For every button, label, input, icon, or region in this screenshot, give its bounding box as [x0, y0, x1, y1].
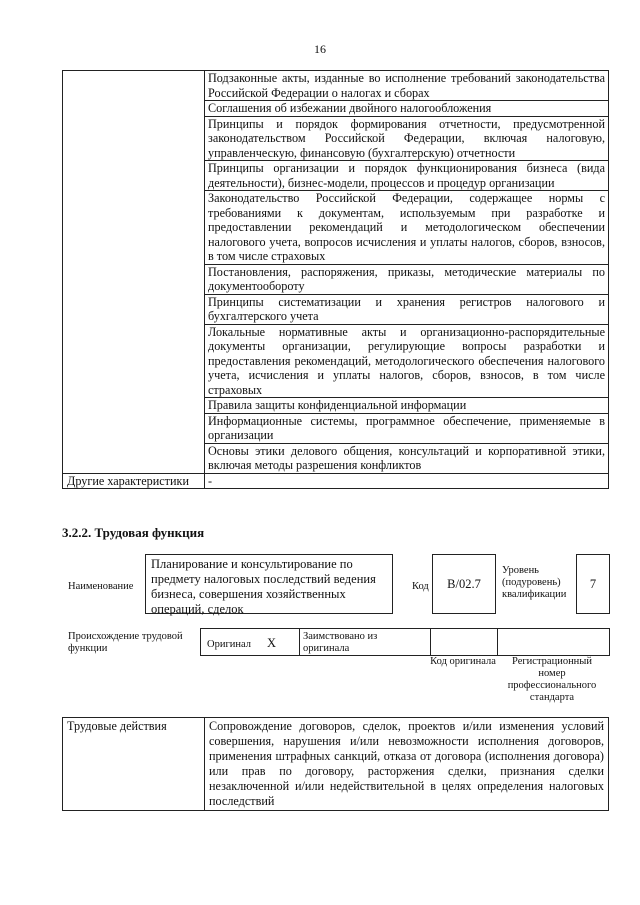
level-value-box — [576, 554, 610, 614]
knowledge-label-cell — [63, 71, 205, 474]
knowledge-item: Законодательство Российской Федерации, содержащее нормы с требованиями к документам, используемым при разработке и предоставлении рекомендаций и методологическом обеспечении налогового учета, вопросов исчисления и уплаты налогов, сборов, взносов, в том числе страховых — [205, 191, 609, 265]
origin-table — [200, 628, 610, 656]
level-value: 7 — [589, 577, 597, 591]
knowledge-item: Постановления, распоряжения, приказы, методические материалы по документообороту — [205, 264, 609, 294]
knowledge-item: Принципы систематизации и хранения регистров налогового и бухгалтерского учета — [205, 294, 609, 324]
requirements-table — [62, 70, 609, 489]
section-title: 3.2.2. Трудовая функция — [62, 525, 205, 540]
name-value: Планирование и консультирование по предмету налоговых последствий ведения бизнеса, совершения хозяйственных операций, сделок — [151, 557, 376, 616]
knowledge-item: Информационные системы, программное обеспечение, применяемые в организации — [205, 413, 609, 443]
knowledge-item: Правила защиты конфиденциальной информации — [205, 398, 609, 414]
level-label: Уровень (подуровень) квалификации — [502, 565, 567, 600]
knowledge-item: Основы этики делового общения, консультаций и корпоративной этики, включая методы разрешения конфликтов — [205, 443, 609, 473]
labor-actions-label: Трудовые действия — [63, 718, 205, 811]
other-characteristics-value: - — [205, 473, 609, 489]
labor-actions-table — [62, 717, 609, 811]
name-value-box — [145, 554, 393, 614]
origin-label: Происхождение трудовой функции — [68, 631, 183, 654]
borrowed-label: Заимствовано из оригинала — [303, 631, 378, 654]
knowledge-item: Соглашения об избежании двойного налогообложения — [205, 101, 609, 117]
other-characteristics-label: Другие характеристики — [63, 473, 205, 489]
name-label: Наименование — [68, 581, 134, 592]
code-original-label: Код оригинала — [430, 656, 496, 667]
code-label: Код — [412, 581, 429, 592]
original-mark: X — [267, 636, 277, 650]
code-value: B/02.7 — [447, 577, 481, 591]
knowledge-item: Локальные нормативные акты и организационно-распорядительные документы организации, регулирующие вопросы разработки и предоставления рекомендаций, методологического обеспечения налогового учета, исчисления и уплаты налогов, сборов, взносов, в том числе страховых — [205, 324, 609, 398]
knowledge-item: Принципы и порядок формирования отчетности, предусмотренной законодательством Российской Федерации, включая налоговую, управленческую, финансовую (бухгалтерскую) отчетности — [205, 116, 609, 161]
labor-actions-value: Сопровождение договоров, сделок, проектов и/или изменения условий совершения, нарушения и/или невозможности исполнения договоров, применения штрафных санкций, отказа от договора (исполнения договора) или прав по договору, расторжения сделки, признания сделки незаключенной и/или недействительной в целях определения налоговых последствий — [205, 718, 609, 811]
knowledge-item: Принципы организации и порядок функционирования бизнеса (вида деятельности), бизнес-модели, процессов и процедур организации — [205, 161, 609, 191]
reg-number-label: Регистрационный номер профессионального стандарта — [507, 656, 597, 703]
page-number: 16 — [314, 42, 326, 56]
knowledge-item: Подзаконные акты, изданные во исполнение требований законодательства Российской Федерации о налогах и сборах — [205, 71, 609, 101]
original-label: Оригинал — [207, 639, 251, 650]
code-value-box — [432, 554, 496, 614]
